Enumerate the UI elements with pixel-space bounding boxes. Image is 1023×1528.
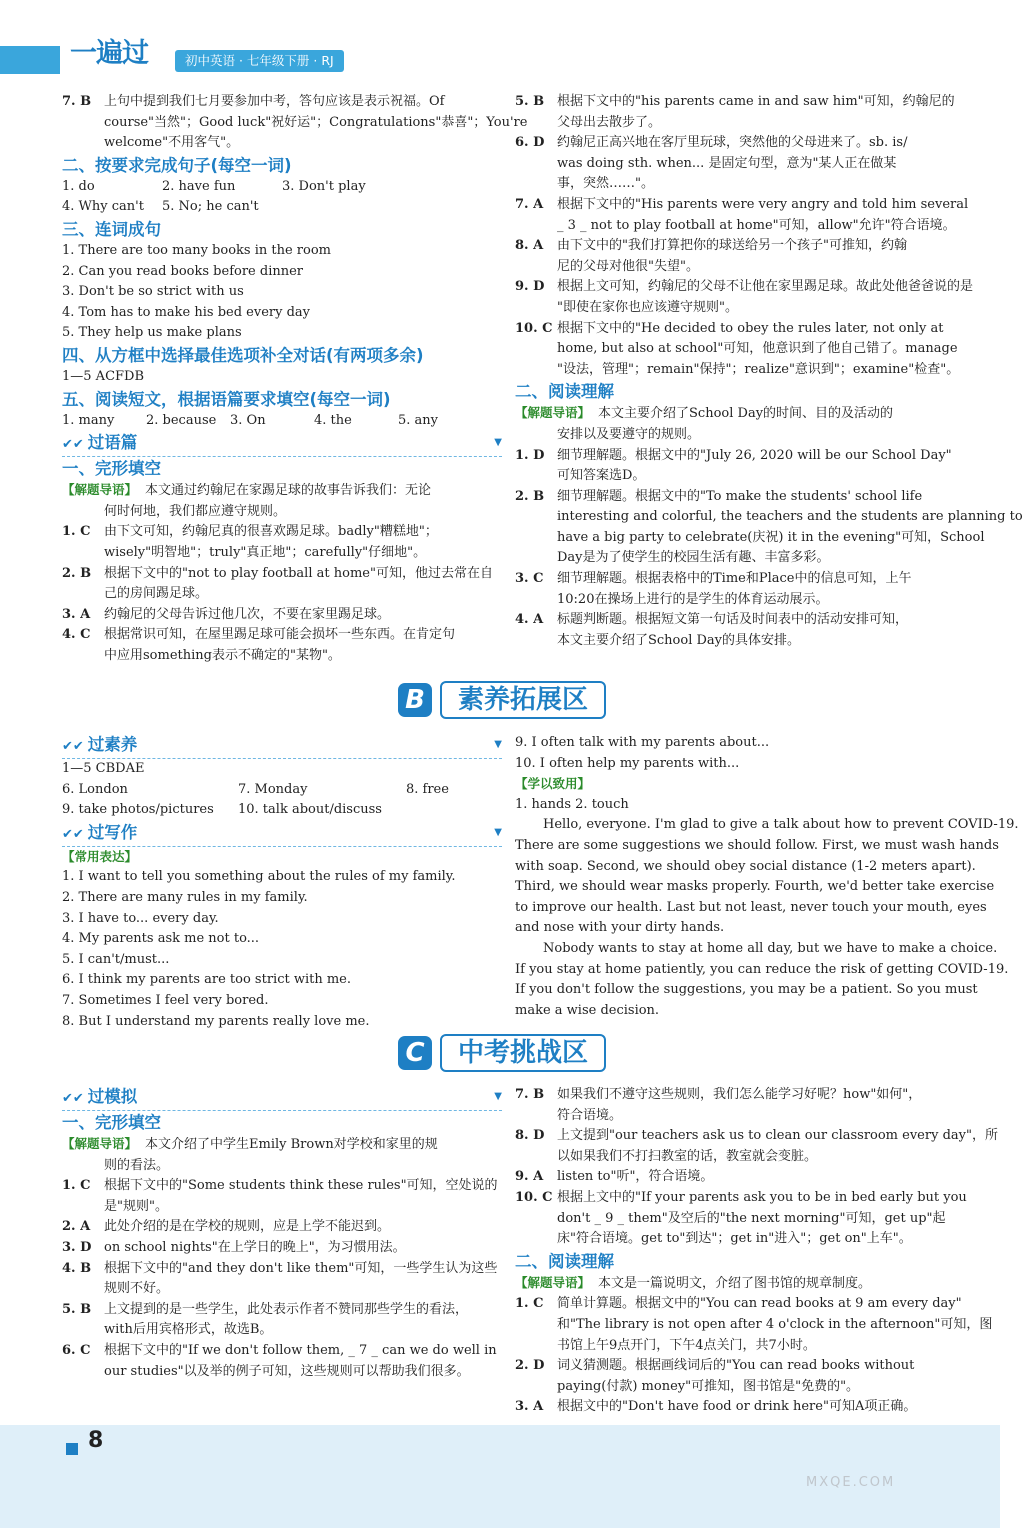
header-color-block	[0, 46, 60, 74]
section-heading: 一、完形填空	[62, 459, 161, 479]
answer-number: 4. C	[62, 627, 91, 643]
answer-number: 3. C	[515, 571, 544, 587]
text-line: If you stay at home patiently, you can reduce the risk of getting COVID-19.	[515, 961, 1009, 977]
guide-tag: 【解题导语】	[62, 1136, 138, 1151]
answer-continuation: 何时何地，我们都应遵守规则。	[104, 503, 287, 519]
answer-item	[515, 487, 955, 508]
answer-text: 细节理解题。根据表格中的Time和Place中的信息可知，上午	[557, 571, 912, 587]
answer-item	[62, 522, 502, 543]
answers-right-top	[515, 92, 1023, 651]
answer-text: 根据上文可知，约翰尼的父母不让他在家里踢足球。故此处他爸爸说的是	[557, 279, 974, 295]
section-heading: 三、连词成句	[62, 219, 161, 239]
answer-text: 根据下文中的"not to play football at home"可知，他过去常在自	[104, 565, 493, 581]
answer-text: 上文提到的是一些学生，此处表示作者不赞同那些学生的看法，	[104, 1301, 469, 1317]
module-heading	[62, 821, 502, 847]
answer-text: 此处介绍的是在学校的规则，应是上学不能迟到。	[104, 1219, 391, 1235]
text-line: 4. My parents ask me not to...	[62, 931, 260, 947]
answer-number: 5. B	[62, 1301, 92, 1317]
answer-row	[62, 411, 502, 432]
answer-item	[62, 1259, 502, 1280]
section-banner-b	[398, 680, 606, 720]
text-line: 1. hands 2. touch	[515, 796, 629, 812]
answers-left-mid	[62, 733, 502, 1032]
answer-continuation: 符合语境。	[557, 1107, 623, 1123]
answer-item	[515, 569, 955, 590]
guide-tag: 【解题导语】	[515, 405, 591, 421]
chevron-down-icon: ▼	[494, 826, 502, 838]
answers-left-top	[62, 92, 528, 666]
answer-continuation: our studies"以及举的例子可知，这些规则可以帮助我们很多。	[104, 1363, 470, 1379]
answer-item	[515, 195, 969, 216]
answer-text: 根据下文中的"He decided to obey the rules later, not only at	[557, 320, 944, 336]
subheading-tag: 【学以致用】	[515, 776, 591, 792]
brand-logo: 一遍过	[70, 38, 148, 69]
module-title: 过素养	[87, 735, 138, 754]
answer-cell: 5. any	[398, 412, 439, 428]
answer-text: 根据文中的"Don't have food or drink here"可知A项正确。	[557, 1399, 917, 1415]
text-line: and nose with your dirty hands.	[515, 920, 725, 936]
answer-continuation: _ 3 _ not to play football at home"可知，allow"允许"符合语境。	[557, 217, 956, 233]
answer-continuation: 尼的父母对他很"失望"。	[557, 258, 699, 274]
answer-continuation: 中应用something表示不确定的"某物"。	[104, 647, 341, 663]
guide-line	[515, 1273, 955, 1295]
check-icon: ✔✔	[62, 826, 84, 842]
module-title: 过模拟	[87, 1087, 138, 1106]
section-banner-c	[398, 1033, 606, 1073]
answer-item	[515, 92, 955, 113]
answer-cell: 1. do	[62, 178, 95, 194]
text-line: 2. Can you read books before dinner	[62, 263, 304, 279]
answer-continuation: welcome"不用客气"。	[104, 135, 240, 151]
answer-text: 根据常识可知，在屋里踢足球可能会损坏一些东西。在肯定句	[104, 627, 456, 643]
answer-number: 2. B	[515, 488, 545, 504]
answer-item	[62, 1217, 502, 1238]
answer-number: 2. B	[62, 565, 92, 581]
guide-tag: 【解题导语】	[62, 482, 138, 498]
answer-text: 根据下文中的"Some students think these rules"可知，空处说的	[104, 1178, 498, 1194]
section-heading: 四、从方框中选择最佳选项补全对话(有两项多余)	[62, 345, 424, 365]
answer-text: 根据下文中的"His parents were very angry and told him several	[557, 196, 969, 212]
answers-right-mid	[515, 733, 1019, 1021]
guide-text: 本文主要介绍了School Day的时间、目的及活动的	[598, 406, 894, 422]
text-line: Hello, everyone. I'm glad to give a talk about how to prevent COVID-19.	[543, 817, 1019, 833]
text-line: 3. I have to... every day.	[62, 910, 219, 926]
answer-item	[515, 277, 974, 298]
text-line: 1. I want to tell you something about the rules of my family.	[62, 869, 456, 885]
answer-text: 由下文中的"我们打算把你的球送给另一个孩子"可推知，约翰	[557, 238, 907, 254]
text-line: 6. I think my parents are too strict with me.	[62, 972, 351, 988]
answer-continuation: 规则不好。	[104, 1281, 170, 1297]
module-title: 过语篇	[87, 433, 138, 453]
module-heading	[62, 431, 502, 457]
watermark: MXQE.COM	[806, 1475, 896, 1490]
answer-text: 约翰尼正高兴地在客厅里玩球，突然他的父母进来了。sb. is/	[557, 135, 908, 151]
text-line: 10. I often help my parents with...	[515, 755, 740, 771]
section-heading: 五、阅读短文，根据语篇要求填空(每空一词)	[62, 389, 391, 409]
text-line: 5. They help us make plans	[62, 325, 242, 341]
text-line: 1. There are too many books in the room	[62, 242, 331, 258]
answer-continuation: have a big party to celebrate(庆祝) it in the evening"可知，School	[557, 529, 985, 545]
subheading-tag: 【常用表达】	[62, 848, 138, 864]
section-heading: 二、按要求完成句子(每空一词)	[62, 155, 292, 175]
answer-text: 根据下文中的"his parents came in and saw him"可知，约翰尼的	[557, 94, 955, 109]
answer-cell: 3. On	[230, 412, 266, 428]
answer-item	[515, 610, 955, 631]
answer-continuation: paying(付款) money"可推知，图书馆是"免费的"。	[557, 1378, 860, 1394]
answer-text: 如果我们不遵守这些规则，我们怎么能学习好呢？how"如何"，	[557, 1087, 922, 1102]
chevron-down-icon: ▼	[494, 739, 502, 750]
answer-item	[62, 1238, 502, 1259]
module-heading	[62, 1085, 502, 1111]
answer-number: 7. B	[515, 1087, 545, 1102]
answer-number: 8. D	[515, 1128, 545, 1144]
answer-text: 上句中提到我们七月要参加中考，答句应该是表示祝福。Of	[104, 94, 445, 109]
answer-number: 7. B	[62, 94, 92, 109]
answer-text: 标题判断题。根据短文第一句话及时间表中的活动安排可知，	[557, 612, 909, 628]
answer-number: 1. C	[62, 524, 91, 540]
guide-text: 本文通过约翰尼在家踢足球的故事告诉我们：无论	[145, 483, 432, 499]
text-line: 3. Don't be so strict with us	[62, 284, 244, 300]
guide-line	[515, 403, 955, 425]
answer-text: 根据下文中的"and they don't like them"可知，一些学生认为这些	[104, 1260, 498, 1276]
answer-continuation: wisely"明智地"；truly"真正地"；carefully"仔细地"。	[104, 544, 427, 560]
answer-continuation: 床"符合语境。get to"到达"；get in"进入"；get on"上车"。	[557, 1231, 912, 1247]
text-line: Nobody wants to stay at home all day, but we have to make a choice.	[543, 940, 998, 956]
answer-continuation: 安排以及要遵守的规则。	[557, 426, 701, 442]
answer-item	[62, 1341, 502, 1362]
answer-cell: 6. London	[62, 781, 128, 797]
answer-item	[515, 133, 955, 154]
answer-continuation: 父母出去散步了。	[557, 114, 662, 130]
answer-continuation: was doing sth. when... 是固定句型，意为"某人正在做某	[557, 155, 897, 171]
answer-continuation: 以如果我们不打扫教室的话，教室就会变脏。	[557, 1148, 818, 1164]
answer-item	[515, 1356, 955, 1377]
answer-item	[515, 1397, 955, 1418]
text-line: 2. There are many rules in my family.	[62, 889, 308, 905]
answer-continuation: 书馆上午9点开门，下午4点关门，共7小时。	[557, 1337, 816, 1353]
book-label: 初中英语 · 七年级下册 · RJ	[175, 50, 344, 72]
section-heading: 一、完形填空	[62, 1113, 161, 1132]
answer-continuation: course"当然"；Good luck"祝好运"；Congratulations"恭喜"；You're	[104, 114, 528, 130]
answer-continuation: "设法，管理"；remain"保持"；realize"意识到"；examine"检查"。	[557, 361, 960, 377]
answer-continuation: Day是为了使学生的校园生活有趣、丰富多彩。	[557, 550, 830, 566]
answer-cell: 7. Monday	[238, 781, 308, 797]
answer-number: 1. C	[515, 1296, 544, 1312]
answer-item	[515, 236, 955, 257]
answer-row	[62, 177, 502, 198]
section-title: 中考挑战区	[440, 1034, 606, 1072]
answer-number: 3. A	[62, 606, 91, 622]
answer-continuation: 和"The library is not open after 4 o'clock in the afternoon"可知，图	[557, 1316, 993, 1332]
answer-item	[515, 1126, 998, 1147]
answer-number: 5. B	[515, 94, 545, 109]
footer-square-icon	[66, 1443, 78, 1455]
check-icon: ✔✔	[62, 437, 84, 453]
answer-cell: 9. take photos/pictures	[62, 802, 214, 818]
guide-tag: 【解题导语】	[515, 1274, 591, 1290]
answer-continuation: with后用宾格形式，故选B。	[104, 1322, 273, 1338]
answer-cell: 4. Why can't	[62, 199, 144, 215]
guide-text: 本文是一篇说明文，介绍了图书馆的规章制度。	[598, 1275, 872, 1291]
answer-item	[515, 1294, 962, 1315]
section-heading: 二、阅读理解	[515, 1251, 614, 1271]
answer-text: 词义猜测题。根据画线词后的"You can read books without	[557, 1358, 915, 1374]
guide-line	[62, 480, 502, 502]
text-line: 1—5 ACFDB	[62, 368, 145, 384]
answer-number: 2. D	[515, 1358, 545, 1374]
answer-continuation: 则的看法。	[104, 1157, 170, 1173]
answer-number: 2. A	[62, 1219, 91, 1235]
answer-text: 根据下文中的"If we don't follow them, _ 7 _ can we do well in	[104, 1342, 497, 1358]
answer-number: 1. C	[62, 1178, 91, 1194]
text-line: 4. Tom has to make his bed every day	[62, 304, 311, 320]
answer-row	[62, 197, 502, 218]
answer-text: on school nights"在上学日的晚上"，为习惯用法。	[104, 1239, 406, 1255]
answer-cell: 4. the	[314, 412, 352, 428]
page-footer	[0, 1425, 1000, 1528]
answer-continuation: 事，突然……"。	[557, 176, 654, 192]
answer-continuation: "即使在家你也应该遵守规则"。	[557, 299, 738, 315]
answer-cell: 8. free	[406, 781, 449, 797]
answer-number: 10. C	[515, 1189, 553, 1205]
answer-cell: 5. No; he can't	[162, 199, 259, 215]
text-line: There are some suggestions we should follow. First, we must wash hands	[515, 837, 999, 853]
answer-item	[515, 1085, 955, 1106]
module-heading	[62, 733, 502, 759]
text-line: 9. I often talk with my parents about...	[515, 735, 770, 750]
text-line: 7. Sometimes I feel very bored.	[62, 992, 269, 1008]
module-title: 过写作	[87, 822, 138, 842]
answer-number: 6. D	[515, 135, 545, 151]
chevron-down-icon: ▼	[494, 1091, 502, 1102]
answer-item	[62, 92, 502, 113]
answer-continuation: 是"规则"。	[104, 1198, 168, 1214]
answer-text: 约翰尼的父母告诉过他几次，不要在家里踢足球。	[104, 606, 391, 622]
text-line: make a wise decision.	[515, 1002, 660, 1018]
page-header	[0, 0, 1000, 78]
answer-text: 简单计算题。根据文中的"You can read books at 9 am every day"	[557, 1296, 962, 1312]
text-line: to improve our health. Last but not least, never touch your mouth, eyes	[515, 899, 987, 915]
answer-number: 1. D	[515, 447, 545, 463]
answer-item	[515, 1188, 967, 1209]
answer-continuation: don't _ 9 _ them"及空后的"the next morning"可知，get up"起	[557, 1210, 946, 1226]
section-letter: C	[398, 1036, 432, 1070]
check-icon: ✔✔	[62, 1091, 84, 1106]
answer-continuation: home, but also at school"可知，他意识到了他自己错了。manage	[557, 341, 958, 357]
answer-continuation: interesting and colorful, the teachers and the students are planning to	[557, 509, 1023, 525]
answer-cell: 2. because	[146, 412, 217, 428]
answer-number: 6. C	[62, 1342, 91, 1358]
answer-number: 3. A	[515, 1399, 544, 1415]
answer-item	[515, 1167, 955, 1188]
text-line: 5. I can't/must...	[62, 951, 170, 967]
guide-text: 本文介绍了中学生Emily Brown对学校和家里的规	[145, 1137, 438, 1152]
answer-number: 8. A	[515, 238, 544, 254]
answers-left-bottom	[62, 1085, 502, 1382]
answer-item	[515, 319, 955, 340]
answer-text: 细节理解题。根据文中的"To make the students' school life	[557, 488, 923, 504]
check-icon: ✔✔	[62, 739, 84, 754]
answer-continuation: 本文主要介绍了School Day的具体安排。	[557, 632, 801, 648]
guide-line	[62, 1134, 502, 1156]
answer-row	[62, 800, 502, 821]
section-heading: 二、阅读理解	[515, 382, 614, 402]
section-title: 素养拓展区	[440, 681, 606, 719]
answer-text: 细节理解题。根据文中的"July 26, 2020 will be our School Day"	[557, 447, 952, 463]
answer-text: listen to"听"，符合语境。	[557, 1169, 714, 1185]
answer-item	[62, 625, 502, 646]
text-line: with soap. Second, we should obey social distance (1-2 meters apart).	[515, 858, 976, 874]
answer-item	[515, 446, 955, 467]
answer-number: 7. A	[515, 196, 544, 212]
answer-row	[62, 780, 502, 801]
answer-item	[62, 564, 502, 585]
text-line: 8. But I understand my parents really love me.	[62, 1013, 370, 1029]
page-number: 8	[88, 1428, 104, 1453]
answer-number: 4. A	[515, 612, 544, 628]
answer-cell: 10. talk about/discuss	[238, 802, 382, 818]
answer-item	[62, 1300, 502, 1321]
answer-cell: 2. have fun	[162, 178, 236, 194]
section-letter: B	[398, 683, 432, 717]
text-line: 1—5 CBDAE	[62, 761, 145, 776]
answer-text: 根据上文中的"If your parents ask you to be in bed early but you	[557, 1189, 967, 1205]
answer-item	[62, 1176, 502, 1197]
chevron-down-icon: ▼	[494, 437, 502, 449]
answer-number: 10. C	[515, 320, 553, 336]
answer-number: 3. D	[62, 1239, 92, 1255]
answer-item	[62, 605, 502, 626]
answer-number: 9. A	[515, 1169, 544, 1185]
answer-continuation: 10:20在操场上进行的是学生的体育运动展示。	[557, 591, 829, 607]
answer-number: 4. B	[62, 1260, 92, 1276]
text-line: Third, we should wear masks properly. Fourth, we'd better take exercise	[515, 879, 995, 895]
answer-number: 9. D	[515, 279, 545, 295]
answer-text: 上文提到"our teachers ask us to clean our classroom every day"，所	[557, 1128, 998, 1144]
answer-continuation: 可知答案选D。	[557, 468, 646, 484]
answer-cell: 1. many	[62, 412, 115, 428]
answer-text: 由下文可知，约翰尼真的很喜欢踢足球。badly"糟糕地"；	[104, 524, 438, 540]
answer-cell: 3. Don't play	[282, 178, 366, 194]
answers-right-bottom	[515, 1085, 998, 1418]
text-line: If you don't follow the suggestions, you may be a patient. So you must	[515, 982, 978, 998]
answer-continuation: 己的房间踢足球。	[104, 586, 209, 602]
